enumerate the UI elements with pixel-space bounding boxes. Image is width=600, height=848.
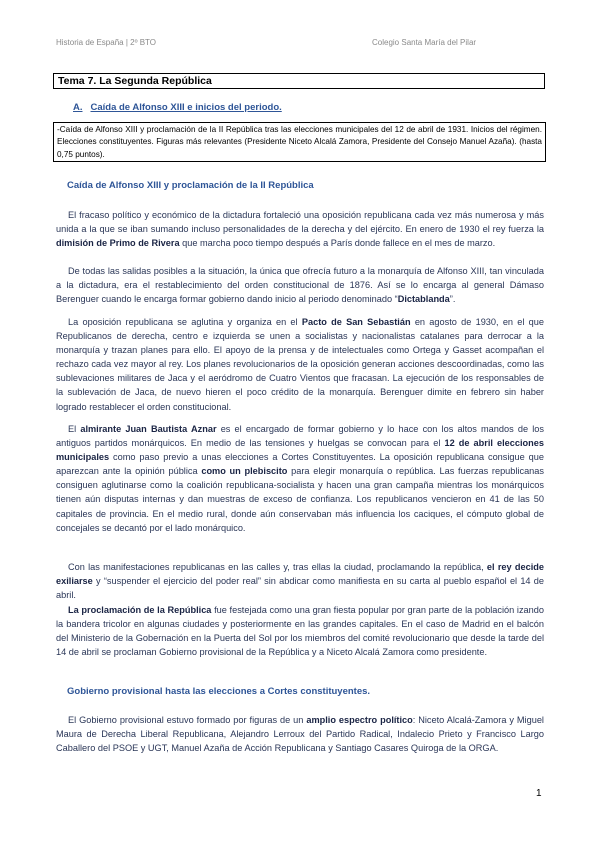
page-title: Tema 7. La Segunda República (58, 75, 212, 87)
section-label: Caída de Alfonso XIII e inicios del periodo. (90, 102, 282, 113)
paragraph-5 (56, 560, 544, 602)
p5-text-a: Con las manifestaciones republicanas en las calles y, tras ellas la ciudad, proclamando la república, (68, 562, 487, 572)
paragraph-2 (56, 264, 544, 306)
p2-bold: Dictablanda (397, 294, 450, 305)
p4-bold-admiral: almirante Juan Bautista Aznar (80, 424, 217, 434)
p1-text-a: El fracaso político y económico de la dictadura fortaleció una oposición republicana cada vez más numerosa y más unida a la que se iban sumando incluso personalidades de la derecha y del ejército. En enero de 1930 el rey fuerza la (56, 210, 544, 235)
page-number: 1 (536, 788, 542, 799)
p4-bold-elections: 12 de abril elecciones municipales (56, 438, 544, 463)
p4-text-e: como paso previo a unas elecciones a Cortes Constituyentes. La oposición republicana consigue que aparezcan ante la opinión pública (56, 452, 544, 477)
subtitle-gobierno: Gobierno provisional hasta las elecciones a Cortes constituyentes. (67, 686, 371, 697)
subtitle-caida: Caída de Alfonso XIII y proclamación de la II República (67, 180, 314, 191)
p1-bold: dimisión de Primo de Rivera (56, 238, 180, 249)
p4-text-c: es el encargado de formar gobierno y lo hace con los altos mandos de los antiguos partidos monárquicos. En medio de las tensiones y huelgas se convocan para el (56, 424, 544, 449)
p3-text-c: en agosto de 1930, en el que Republicanos de derecha, centro e izquierda se unen a socialistas y nacionalistas catalanes para derrocar a la monarquía y trazan planes para ello. El apoyo de la prensa y de intelectuales como Ortega y Gasset acompañan el rechazo cada vez mayor al rey. Los planes revolucionarios de la oposición generan acciones descoordinadas, como las sublevaciones militares de Jaca y el aeródromo de Cuatro Vientos que fracasan. La ejecución de los responsables de la sublevación de Jaca, de nuevo hieren el poco crédito de la monarquía. Berenguer dimite en febrero sin haber logrado restablecer el orden constitucional. (56, 317, 545, 412)
p3-text-a: La oposición republicana se aglutina y organiza en el (68, 317, 302, 327)
p6-text-c: fue festejada como una gran fiesta popular por gran parte de la población izando la bandera tricolor en algunas ciudades y posteriormente en las grandes capitales. En el caso de Madrid en el balcón del Ministerio de la Gobernación en la Puerta del Sol por los miembros del comité revolucionario que desde la tarde del 14 de abril se proclaman Gobierno provisional de la República y a Niceto Alcalá Zamora como presidente. (56, 605, 544, 658)
section-letter: A. (73, 102, 83, 113)
paragraph-6 (56, 603, 544, 659)
p7-text-a: El Gobierno provisional estuvo formado por figuras de un (68, 715, 307, 725)
p5-text-c: y “suspender el ejercicio del poder real” sin abdicar como manifiesta en su carta al pueblo español el 14 de abril. (56, 576, 544, 601)
section-heading (73, 102, 282, 113)
p7-bold: amplio espectro político (306, 715, 413, 725)
header-left: Historia de España | 2º BTO (56, 38, 157, 47)
p1-text-c: que marcha poco tiempo después a París donde fallece en el mes de marzo. (179, 238, 496, 249)
title-box (53, 73, 545, 89)
p5-bold: el rey decide exiliarse (56, 562, 544, 587)
p6-bold: La proclamación de la República (68, 605, 212, 615)
p4-bold-plebiscite: como un plebiscito (201, 466, 288, 477)
p7-text-c: : Niceto Alcalá-Zamora y Miguel Maura de Derecha Liberal Republicana, Alejandro Lerroux del Partido Radical, Indalecio Prieto y Francisco Largo Caballero del PSOE y UGT, Manuel Azaña de Acción Republicana y Santiago Casares Quiroga de la ORGA. (56, 715, 544, 754)
paragraph-3 (56, 315, 544, 414)
p4-text-a: El (68, 424, 81, 434)
p2-text-c: ”. (449, 294, 456, 305)
p4-text-g: para elegir monarquía o república. Las fuerzas republicanas consiguen aglutinarse como la coalición republicana-socialista y hacen una gran campaña mientras los monárquicos tienen aún disputas internas y dan muestras de exceso de confianza. Los republicanos vencieron en 41 de las 50 capitales de provincia. En el medio rural, donde aún conservaban más influencia los caciques, el cómputo global de concejales se decantó por el lado monárquico. (56, 466, 544, 533)
exam-spec-box: -Caída de Alfonso XIII y proclamación de la II República tras las elecciones municipales del 12 de abril de 1931. Inicios del régimen. Elecciones constituyentes. Figuras más relevantes (Presidente Niceto Alcalá Zamora, Presidente del Consejo Manuel Azaña). (hasta 0,75 puntos). (53, 122, 546, 162)
p3-bold: Pacto de San Sebastián (301, 317, 411, 327)
paragraph-4 (56, 422, 544, 535)
paragraph-1 (56, 208, 544, 250)
p2-text-a: De todas las salidas posibles a la situación, la única que ofrecía futuro a la monarquía de Alfonso XIII, tan vinculada a la dictadura, era el restablecimiento del orden constitucional de 1876. Así se lo encarga al general Dámaso Berenguer cuando le encarga formar gobierno dando inicio al periodo denominado “ (56, 266, 544, 305)
header-right: Colegio Santa María del Pilar (372, 38, 477, 47)
paragraph-7 (56, 713, 544, 755)
